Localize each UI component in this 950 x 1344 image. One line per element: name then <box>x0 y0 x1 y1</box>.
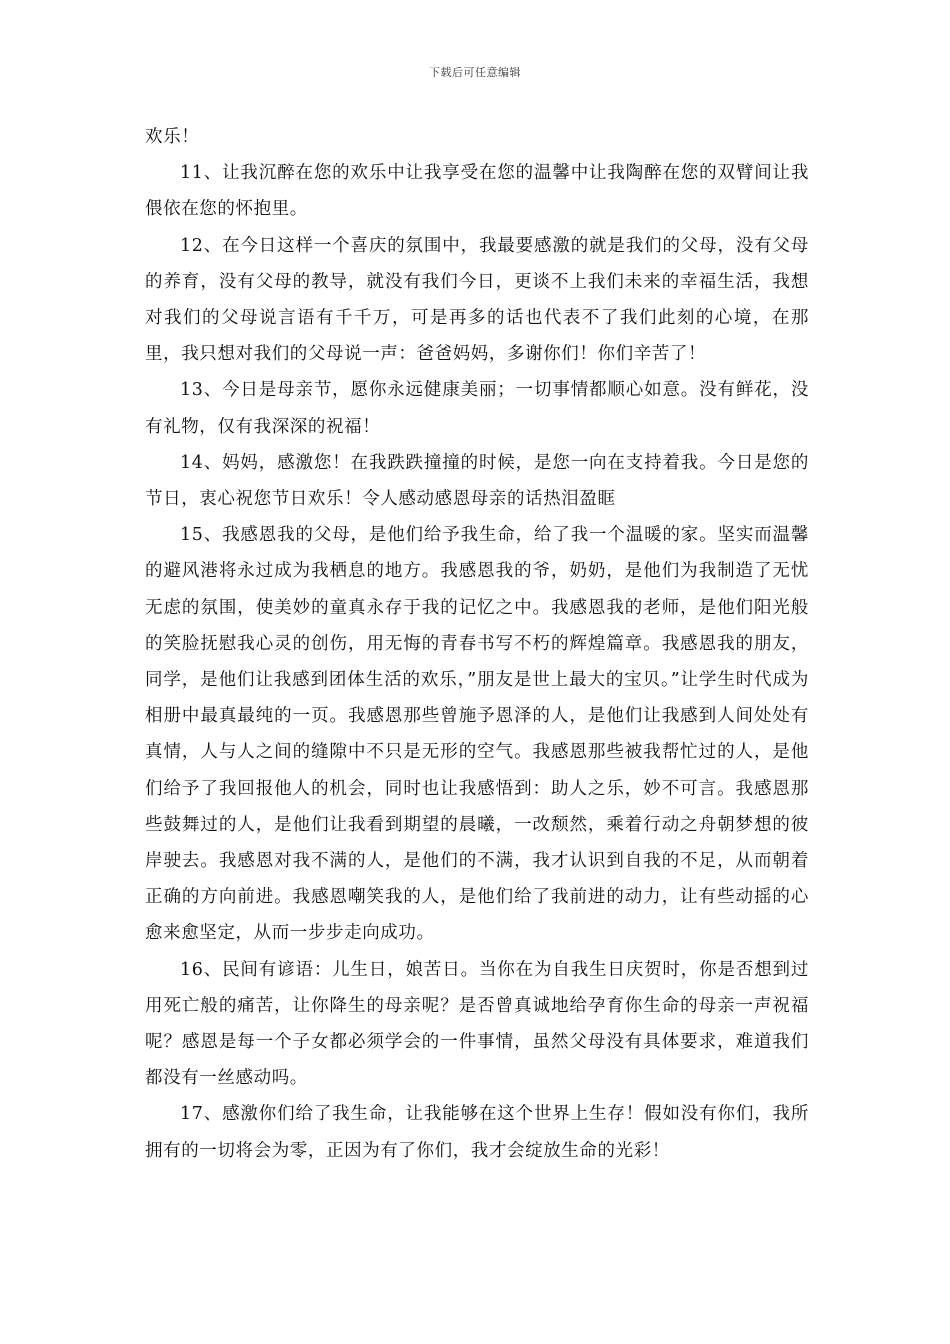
paragraph-13: 13、今日是母亲节，愿你永远健康美丽；一切事情都顺心如意。没有鲜花，没有礼物，仅有我深深的祝福！ <box>145 380 809 437</box>
paragraph-12: 12、在今日这样一个喜庆的氛围中，我最要感激的就是我们的父母，没有父母的养育，没有父母的教导，就没有我们今日，更谈不上我们未来的幸福生活，我想对我们的父母说言语有千千万，可是再多的话也代表不了我们此刻的心境，在那里，我只想对我们的父母说一声：爸爸妈妈，多谢你们！你们辛苦了！ <box>145 235 809 365</box>
paragraph-17: 17、感激你们给了我生命，让我能够在这个世界上生存！假如没有你们，我所拥有的一切将会为零，正因为有了你们，我才会绽放生命的光彩！ <box>145 1104 809 1161</box>
paragraph-11: 11、让我沉醉在您的欢乐中让我享受在您的温馨中让我陶醉在您的双臂间让我偎依在您的怀抱里。 <box>145 163 809 220</box>
document-body <box>145 119 809 1169</box>
paragraph-16: 16、民间有谚语：儿生日，娘苦日。当你在为自我生日庆贺时，你是否想到过用死亡般的痛苦，让你降生的母亲呢？是否曾真诚地给孕育你生命的母亲一声祝福呢？感恩是每一个子女都必须学会的一件事情，虽然父母没有具体要求，难道我们都没有一丝感动吗。 <box>145 959 809 1089</box>
paragraph-15: 15、我感恩我的父母，是他们给予我生命，给了我一个温暖的家。坚实而温馨的避风港将永过成为我栖息的地方。我感恩我的爷，奶奶，是他们为我制造了无忧无虑的氛围，使美妙的童真永存于我的记忆之中。我感恩我的老师，是他们阳光般的笑脸抚慰我心灵的创伤，用无悔的青春书写不朽的辉煌篇章。我感恩我的朋友，同学，是他们让我感到团体生活的欢乐，”朋友是世上最大的宝贝。”让学生时代成为相册中最真最纯的一页。我感恩那些曾施予恩泽的人，是他们让我感到人间处处有真情，人与人之间的缝隙中不只是无形的空气。我感恩那些被我帮忙过的人，是他们给予了我回报他人的机会，同时也让我感悟到：助人之乐，妙不可言。我感恩那些鼓舞过的人，是他们让我看到期望的晨曦，一改颓然，乘着行动之舟朝梦想的彼岸驶去。我感恩对我不满的人，是他们的不满，我才认识到自我的不足，从而朝着正确的方向前进。我感恩嘲笑我的人，是他们给了我前进的动力，让有些动摇的心愈来愈坚定，从而一步步走向成功。 <box>145 525 809 944</box>
page-header: 下载后可任意编辑 <box>429 66 521 79</box>
paragraph-continuation: 欢乐！ <box>145 127 200 147</box>
paragraph-14: 14、妈妈，感激您！在我跌跌撞撞的时候，是您一向在支持着我。今日是您的节日，衷心祝您节日欢乐！令人感动感恩母亲的话热泪盈眶 <box>145 452 809 510</box>
